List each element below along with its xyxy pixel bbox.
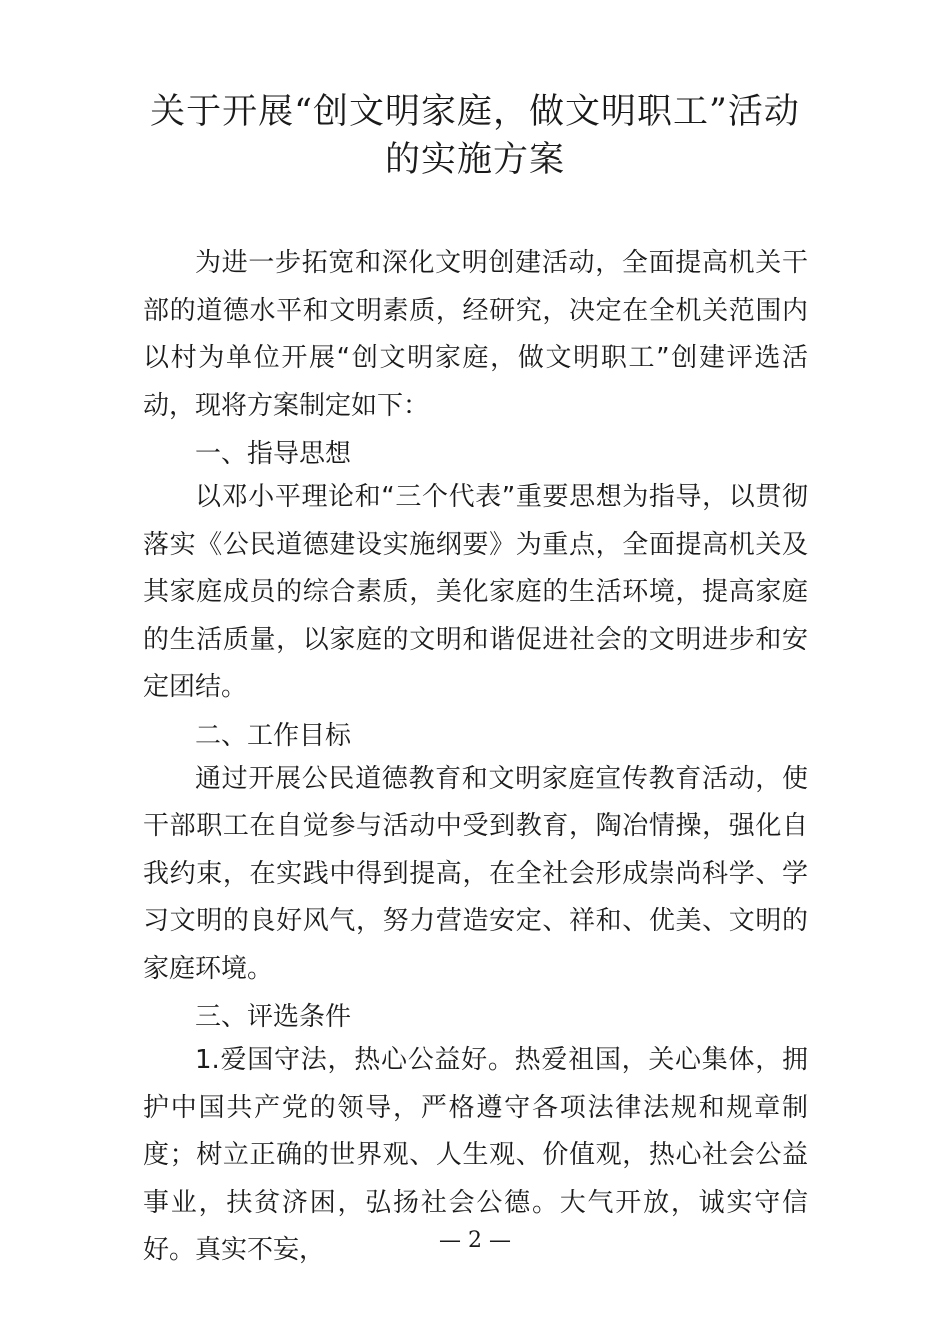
- section-paragraph-1: 以邓小平理论和“三个代表”重要思想为指导，以贯彻落实《公民道德建设实施纲要》为重点，全面提高机关及其家庭成员的综合素质，美化家庭的生活环境，提高家庭的生活质量，以家庭的文明和谐促进社会的文明进步和安定团结。: [143, 482, 808, 702]
- section-paragraph-3: 1.爱国守法，热心公益好。热爱祖国，关心集体，拥护中国共产党的领导，严格遵守各项法律法规和规章制度；树立正确的世界观、人生观、价值观，热心社会公益事业，扶贫济困，弘扬社会公德。大气开放，诚实守信好。真实不妄，: [143, 1045, 808, 1265]
- document-body: [143, 240, 808, 1275]
- intro-paragraph: 为进一步拓宽和深化文明创建活动，全面提高机关干部的道德水平和文明素质，经研究，决定在全机关范围内以村为单位开展“创文明家庭，做文明职工”创建评选活动，现将方案制定如下：: [143, 248, 808, 421]
- title-line-1: 关于开展“创文明家庭，做文明职工”活动: [150, 92, 800, 132]
- page-number: — 2 —: [439, 1228, 511, 1253]
- title-line-2: 的实施方案: [384, 140, 565, 180]
- section-heading-2: 二、工作目标: [195, 720, 352, 751]
- section-heading-1: 一、指导思想: [195, 439, 352, 469]
- section-heading-3: 三、评选条件: [195, 1002, 352, 1032]
- section-paragraph-2: 通过开展公民道德教育和文明家庭宣传教育活动，使干部职工在自觉参与活动中受到教育，陶冶情操，强化自我约束，在实践中得到提高，在全社会形成崇尚科学、学习文明的良好风气，努力营造安定、祥和、优美、文明的家庭环境。: [143, 763, 808, 984]
- document-title: [130, 88, 820, 184]
